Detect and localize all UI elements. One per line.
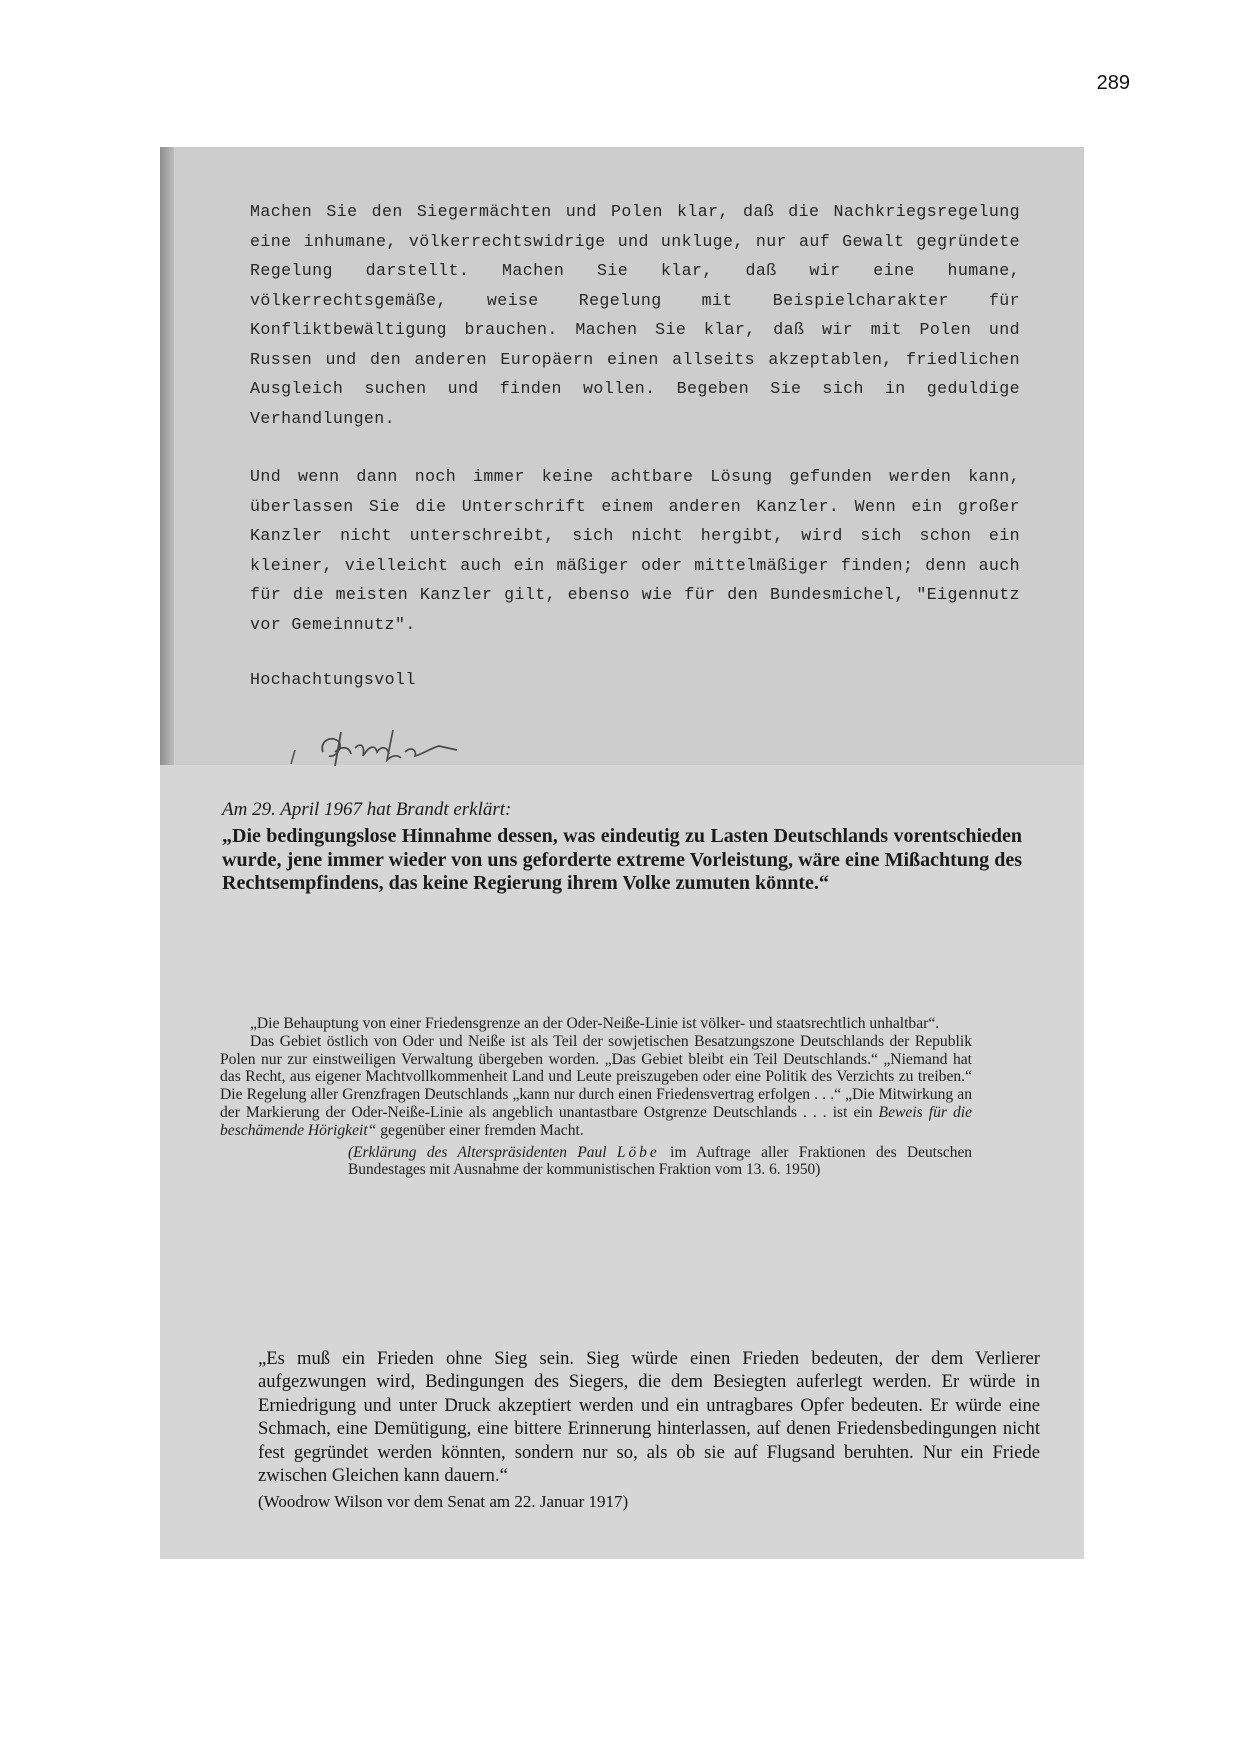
loebe-body-emphasis: Beweis für die beschämende Hörigkeit“ — [220, 1103, 973, 1139]
loebe-body-end: gegenüber einer fremden Macht. — [380, 1121, 584, 1139]
wilson-quote-block — [258, 1347, 1040, 1514]
letter-panel — [160, 147, 1084, 765]
letter-text — [250, 197, 1020, 695]
letter-paragraph-2: Und wenn dann noch immer keine achtbare Lösung gefunden werden kann, überlassen Sie die Unterschrift einem anderen Kanzler. Wenn ein großer Kanzler nicht unterschreibt, sich nicht hergibt, wird sich schon ein kleiner, vielleicht auch ein mäßiger oder mittelmäßiger finden; denn auch für die meisten Kanzler gilt, ebenso wie für den Bundesmichel, "Eigennutz vor Gemeinnutz". — [250, 467, 1020, 634]
handwritten-signature — [265, 712, 475, 770]
loebe-attribution — [348, 1144, 972, 1180]
letter-closing: Hochachtungsvoll — [250, 670, 416, 689]
loebe-attribution-name: Löbe — [616, 1143, 660, 1161]
loebe-attribution-post: im Auftrage aller Fraktionen des Deutschen Bundestages mit Ausnahme der kommunistischen Fraktion vom 13. 6. 1950) — [348, 1143, 972, 1179]
wilson-attribution: (Woodrow Wilson vor dem Senat am 22. Januar 1917) — [258, 1492, 629, 1512]
page-number: 289 — [1096, 72, 1130, 94]
letter-paragraph-1: Machen Sie den Siegermächten und Polen klar, daß die Nachkriegsregelung eine inhumane, völkerrechtswidrige und unkluge, nur auf Gewalt gegründete Regelung darstellt. Machen Sie klar, daß wir eine humane, völkerrechtsgemäße, weise Regelung mit Beispielcharakter für Konfliktbewältigung brauchen. Machen Sie klar, daß wir mit Polen und Russen und den anderen Europäern einen allseits akzeptablen, friedlichen Ausgleich suchen und finden wollen. Begeben Sie sich in geduldige Verhandlungen. — [250, 202, 1020, 428]
scanned-document — [160, 147, 1084, 1559]
wilson-quote: „Es muß ein Frieden ohne Sieg sein. Sieg würde einen Frieden bedeuten, der dem Verlierer aufgezwungen wird, Bedingungen des Siegers, die dem Besiegten auferlegt werden. Er würde in Erniedrigung und unter Druck akzeptiert werden und ein untragbares Opfer bedeuten. Er würde eine Schmach, eine Demütigung, eine bittere Erinnerung hinterlassen, auf denen Friedensbedingungen nicht fest gegründet werden könnten, sondern nur so, als ob sie auf Flugsand beruhten. Nur ein Friede zwischen Gleichen kann dauern.“ — [258, 1348, 1040, 1487]
loebe-declaration — [220, 1015, 972, 1179]
brandt-quote: „Die bedingungslose Hinnahme dessen, was eindeutig zu Lasten Deutschlands vorentschieden wurde, jene immer wieder von uns geforderte extreme Vorleistung, wäre eine Mißachtung des Rechtsempfindens, das keine Regierung ihrem Volke zumuten könnte.“ — [222, 825, 1022, 894]
loebe-body-text: Das Gebiet östlich von Oder und Neiße ist als Teil der sowjetischen Besatzungszone Deutschlands der Republik Polen nur zur einstweiligen Verwaltung übergeben worden. „Das Gebiet bleibt ein Teil Deutschlands.“ „Niemand hat das Recht, aus eigener Machtvollkommenheit Land und Leute preiszugeben oder eine Politik des Verzichts zu treiben.“ Die Regelung aller Grenzfragen Deutschlands „kann nur durch einen Friedensvertrag erfolgen . . .“ „Die Mitwirkung an der Markierung der Oder-Neiße-Linie als angeblich unantastbare Ostgrenze Deutschlands . . . ist ein — [220, 1032, 972, 1121]
brandt-statement — [222, 799, 1022, 896]
loebe-quote: „Die Behauptung von einer Friedensgrenze an der Oder-Neiße-Linie ist völker- und staatsrechtlich unhaltbar“. — [250, 1015, 940, 1032]
loebe-attribution-pre: (Erklärung des Alterspräsidenten Paul — [348, 1143, 607, 1161]
loebe-body — [220, 1033, 972, 1140]
scan-edge-shadow — [160, 147, 174, 765]
brandt-intro: Am 29. April 1967 hat Brandt erklärt: — [222, 799, 512, 820]
